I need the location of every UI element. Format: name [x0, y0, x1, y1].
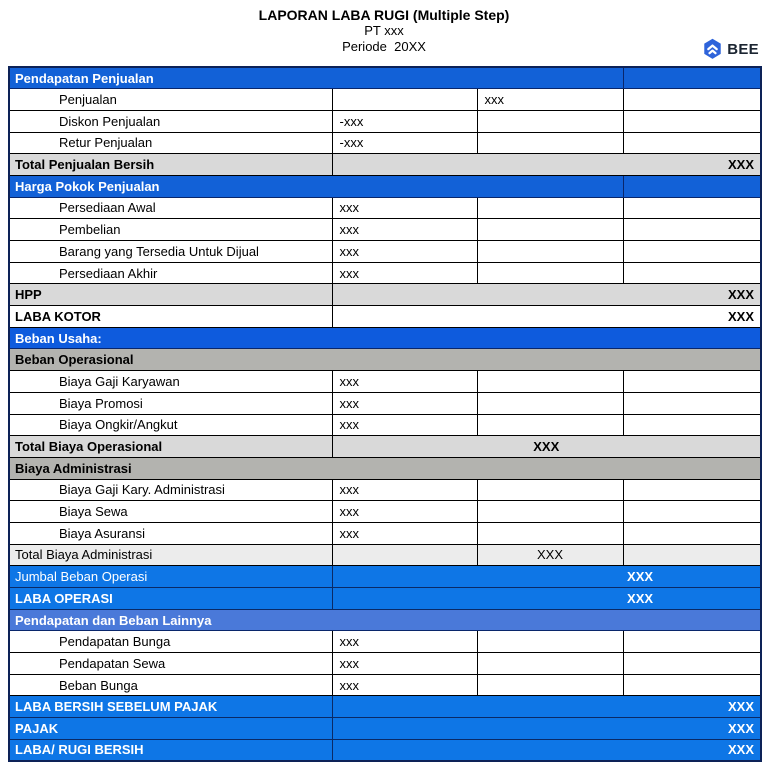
- row-label: Beban Usaha:: [9, 327, 761, 349]
- row-label: Retur Penjualan: [9, 132, 332, 154]
- row-label: LABA OPERASI: [9, 588, 332, 610]
- row-value: [332, 89, 477, 111]
- row-label: LABA/ RUGI BERSIH: [9, 739, 332, 761]
- row-value: [623, 392, 761, 414]
- table-row: [9, 566, 761, 588]
- table-row: [9, 674, 761, 696]
- row-label: HPP: [9, 284, 332, 306]
- row-value: [477, 414, 623, 436]
- row-label: Total Biaya Administrasi: [9, 544, 332, 566]
- row-value: -xxx: [332, 110, 477, 132]
- table-row: [9, 67, 761, 89]
- row-value: [623, 674, 761, 696]
- report-title: LAPORAN LABA RUGI (Multiple Step): [258, 7, 510, 23]
- row-label: Barang yang Tersedia Untuk Dijual: [9, 241, 332, 263]
- row-value: XXX: [332, 718, 761, 740]
- row-value: [623, 219, 761, 241]
- row-label: Biaya Ongkir/Angkut: [9, 414, 332, 436]
- row-label: Biaya Administrasi: [9, 457, 761, 479]
- row-value: [623, 522, 761, 544]
- table-row: [9, 501, 761, 523]
- row-label: Beban Bunga: [9, 674, 332, 696]
- bee-hexagon-chevron-icon: [702, 38, 723, 60]
- row-value: xxx: [332, 262, 477, 284]
- report-header: [0, 0, 768, 58]
- table-row: [9, 327, 761, 349]
- table-row: [9, 457, 761, 479]
- table-row: [9, 284, 761, 306]
- row-value: [477, 197, 623, 219]
- row-value: [477, 371, 623, 393]
- table-row: [9, 241, 761, 263]
- row-value: xxx: [332, 392, 477, 414]
- table-row: [9, 479, 761, 501]
- row-label: Jumbal Beban Operasi: [9, 566, 332, 588]
- row-value: [623, 631, 761, 653]
- row-value: [477, 262, 623, 284]
- table-row: [9, 631, 761, 653]
- table-row: [9, 110, 761, 132]
- row-value: XXX: [623, 566, 761, 588]
- row-value: [623, 653, 761, 675]
- row-label: Biaya Gaji Kary. Administrasi: [9, 479, 332, 501]
- table-row: [9, 154, 761, 176]
- row-label: Pendapatan Sewa: [9, 653, 332, 675]
- table-row: [9, 89, 761, 111]
- row-label: Biaya Asuransi: [9, 522, 332, 544]
- row-value: XXX: [332, 306, 761, 328]
- bee-logo: [702, 38, 759, 60]
- row-value: xxx: [332, 631, 477, 653]
- row-value: xxx: [332, 501, 477, 523]
- row-value: [623, 371, 761, 393]
- row-value: [477, 522, 623, 544]
- table-row: [9, 653, 761, 675]
- row-label: Pembelian: [9, 219, 332, 241]
- row-label: Penjualan: [9, 89, 332, 111]
- row-label: Pendapatan dan Beban Lainnya: [9, 609, 761, 631]
- row-value: [477, 674, 623, 696]
- table-row: [9, 436, 761, 458]
- table-cell: [623, 544, 761, 566]
- row-value: [477, 132, 623, 154]
- table-cell: [477, 566, 623, 588]
- row-value: [477, 653, 623, 675]
- row-value: [623, 241, 761, 263]
- table-cell: [332, 544, 477, 566]
- row-value: XXX: [332, 284, 761, 306]
- row-label: Pendapatan Bunga: [9, 631, 332, 653]
- row-label: Total Penjualan Bersih: [9, 154, 332, 176]
- row-value: [477, 219, 623, 241]
- table-row: [9, 588, 761, 610]
- row-label: Biaya Promosi: [9, 392, 332, 414]
- row-value: xxx: [332, 653, 477, 675]
- row-label: LABA BERSIH SEBELUM PAJAK: [9, 696, 332, 718]
- row-value: [623, 414, 761, 436]
- income-statement-table: [8, 66, 762, 762]
- table-row: [9, 522, 761, 544]
- row-value: xxx: [332, 241, 477, 263]
- row-value: [623, 262, 761, 284]
- table-row: [9, 609, 761, 631]
- table-row: [9, 262, 761, 284]
- row-value: [477, 241, 623, 263]
- row-value: [623, 479, 761, 501]
- row-value: [477, 392, 623, 414]
- row-label: Biaya Gaji Karyawan: [9, 371, 332, 393]
- row-value: XXX: [477, 544, 623, 566]
- table-cell: [332, 566, 477, 588]
- row-value: [477, 479, 623, 501]
- row-label: Pendapatan Penjualan: [9, 67, 623, 89]
- table-row: [9, 414, 761, 436]
- row-label: Biaya Sewa: [9, 501, 332, 523]
- row-value: xxx: [332, 197, 477, 219]
- row-label: Persediaan Awal: [9, 197, 332, 219]
- table-row: [9, 371, 761, 393]
- row-value: XXX: [332, 436, 761, 458]
- table-row: [9, 739, 761, 761]
- row-value: xxx: [332, 219, 477, 241]
- table-cell: [623, 175, 761, 197]
- row-value: [623, 501, 761, 523]
- row-value: [623, 110, 761, 132]
- table-cell: [623, 67, 761, 89]
- row-value: xxx: [332, 674, 477, 696]
- table-row: [9, 718, 761, 740]
- row-value: [623, 132, 761, 154]
- table-row: [9, 219, 761, 241]
- row-label: Beban Operasional: [9, 349, 761, 371]
- row-label: PAJAK: [9, 718, 332, 740]
- row-label: Harga Pokok Penjualan: [9, 175, 623, 197]
- row-value: XXX: [332, 739, 761, 761]
- table-row: [9, 132, 761, 154]
- row-value: -xxx: [332, 132, 477, 154]
- row-value: XXX: [332, 696, 761, 718]
- row-value: xxx: [332, 414, 477, 436]
- table-row: [9, 306, 761, 328]
- table-row: [9, 544, 761, 566]
- table-row: [9, 392, 761, 414]
- row-value: XXX: [332, 154, 761, 176]
- row-label: Persediaan Akhir: [9, 262, 332, 284]
- row-value: xxx: [332, 522, 477, 544]
- row-value: [477, 501, 623, 523]
- bee-logo-text: BEE: [727, 40, 759, 58]
- row-value: [623, 89, 761, 111]
- row-value: [477, 631, 623, 653]
- table-row: [9, 349, 761, 371]
- company-name: PT xxx: [364, 23, 404, 38]
- row-label: Total Biaya Operasional: [9, 436, 332, 458]
- row-value: XXX: [623, 588, 761, 610]
- row-label: Diskon Penjualan: [9, 110, 332, 132]
- row-value: xxx: [332, 479, 477, 501]
- row-value: xxx: [332, 371, 477, 393]
- row-value: [623, 197, 761, 219]
- row-value: [477, 110, 623, 132]
- table-cell: [477, 588, 623, 610]
- row-value: xxx: [477, 89, 623, 111]
- row-label: LABA KOTOR: [9, 306, 332, 328]
- table-row: [9, 696, 761, 718]
- table-row: [9, 197, 761, 219]
- table-row: [9, 175, 761, 197]
- table-cell: [332, 588, 477, 610]
- report-period: Periode 20XX: [342, 39, 426, 54]
